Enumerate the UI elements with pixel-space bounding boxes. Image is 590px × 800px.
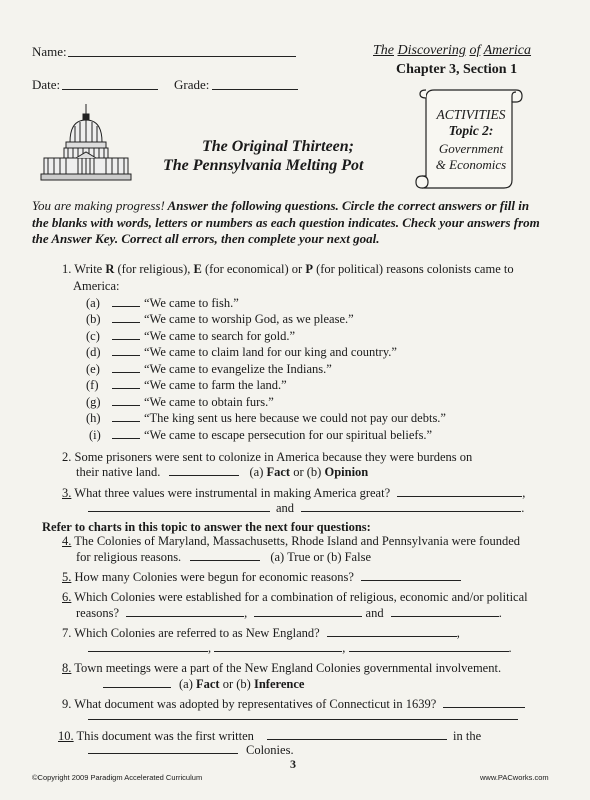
list-item: (e) “We came to evangelize the Indians.” [86,362,332,376]
scroll-subject-1: Government [438,141,504,156]
answer-blank[interactable] [88,709,518,720]
q2-line2: their native land. (a) Fact or (b) Opinion [76,464,369,479]
answer-blank[interactable] [361,569,461,581]
answer-blank[interactable] [169,464,239,476]
answer-blank[interactable] [391,605,499,617]
refer-heading: Refer to charts in this topic to answer the next four questions: [42,519,371,534]
book-title-word: Discovering [397,43,466,58]
answer-blank[interactable] [267,728,447,740]
answer-blank[interactable] [112,411,140,422]
name-field[interactable] [68,45,296,57]
q4-line2: for religious reasons. (a) True or (b) False [76,549,371,564]
q1-line1: 1. Write R (for religious), E (for economical) or P (for political) reasons colonists came to [62,262,514,276]
q8-line1: 8. Town meetings were a part of the New England Colonies governmental involvement. [62,660,502,675]
answer-blank[interactable] [254,605,362,617]
answer-blank[interactable] [349,640,509,652]
list-item: (c) “We came to search for gold.” [86,329,296,343]
list-item: (i) “We came to escape persecution for our spiritual beliefs.” [89,428,433,442]
list-item: (a) “We came to fish.” [86,296,239,310]
list-item: (g) “We came to obtain furs.” [86,395,274,409]
q6-line2: reasons? , and . [76,605,502,620]
intro-paragraph [32,198,547,248]
answer-blank[interactable] [112,362,140,373]
q4-line1: 4. The Colonies of Maryland, Massachusetts, Rhode Island and Pennsylvania were founded [62,533,521,548]
q5-line: 5. How many Colonies were begun for economic reasons? [62,569,461,584]
book-title-word: of [469,43,481,58]
grade-field[interactable] [212,78,298,90]
page-title-line1: The Original Thirteen; [202,138,355,155]
scroll-banner-icon [412,88,524,192]
q3-line1: 3. What three values were instrumental in making America great? , [62,486,526,501]
list-item: (h) “The king sent us here because we could not pay our debts.” [86,411,446,425]
list-item: (d) “We came to claim land for our king and country.” [86,345,397,359]
date-label: Date: [32,77,61,92]
answer-blank[interactable] [88,640,208,652]
q9-line1: 9. What document was adopted by representatives of Connecticut in 1639? [62,696,525,711]
book-title-word: America [483,43,532,58]
list-item: (f) “We came to farm the land.” [86,378,287,392]
answer-blank[interactable] [126,605,244,617]
answer-blank[interactable] [112,345,140,356]
answer-blank[interactable] [88,500,270,512]
page-title-line2: The Pennsylvania Melting Pot [163,157,364,174]
answer-blank[interactable] [112,378,140,389]
website: www.PACworks.com [480,773,549,782]
answer-blank[interactable] [397,485,522,497]
grade-label: Grade: [174,77,210,92]
q2-line1: 2. Some prisoners were sent to colonize in America because they were burdens on [62,449,473,464]
q10-line1: 10. This document was the first written in the [58,728,482,743]
scroll-topic: Topic 2: [448,123,494,138]
q7-line2: , , . [88,640,512,655]
q3-line2: and . [88,500,524,515]
answer-blank[interactable] [103,676,171,688]
book-title-word: The [373,43,394,58]
answer-blank[interactable] [327,625,457,637]
q6-line1: 6. Which Colonies were established for a combination of religious, economic and/or political [62,589,528,604]
answer-blank[interactable] [88,742,238,754]
q1-line2: America: [73,279,120,293]
answer-blank[interactable] [214,640,342,652]
intro-lead: You are making progress! [32,198,165,213]
name-label: Name: [32,44,67,59]
book-title [373,43,531,59]
chapter-label: Chapter 3, Section 1 [396,62,518,77]
q10-line2: Colonies. [88,742,294,757]
q8-line2: (a) Fact or (b) Inference [103,676,304,691]
answer-blank[interactable] [112,329,140,340]
answer-blank[interactable] [112,312,140,323]
answer-blank[interactable] [301,500,521,512]
capitol-building-icon [40,102,132,184]
answer-blank[interactable] [443,696,525,708]
intro-body: Answer the following questions. Circle the correct answers or fill in the blanks with words, letters or numbers as each question indicates. Check your answers from the Answer Key. Correct all errors, then complete your next goal. [32,198,540,246]
copyright: ©Copyright 2009 Paradigm Accelerated Curriculum [32,773,203,782]
scroll-subject-2: & Economics [435,157,507,172]
list-item: (b) “We came to worship God, as we please.” [86,312,354,326]
page-number: 3 [290,757,296,771]
q7-line1: 7. Which Colonies are referred to as New England? , [62,626,460,641]
answer-blank[interactable] [112,395,140,406]
scroll-activities: ACTIVITIES [436,107,506,122]
answer-blank[interactable] [112,428,140,439]
date-field[interactable] [62,78,158,90]
answer-blank[interactable] [112,296,140,307]
answer-blank[interactable] [190,549,260,561]
